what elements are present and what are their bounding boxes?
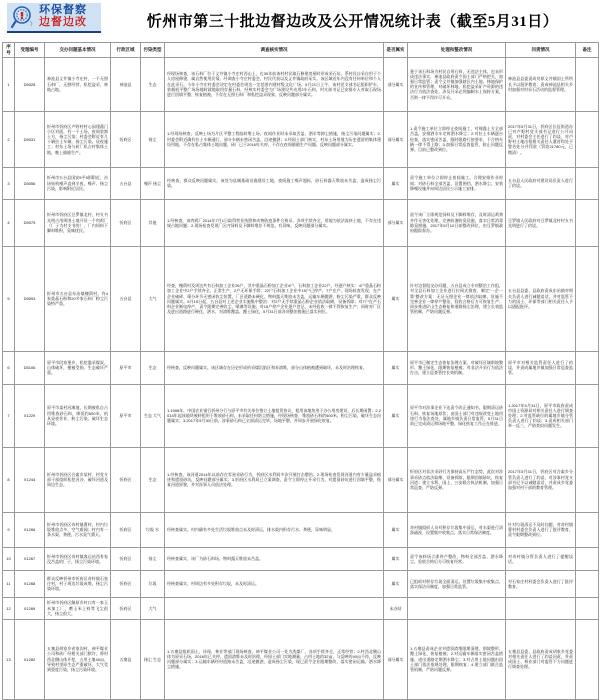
cell-region: 忻府区: [111, 570, 141, 597]
cell-accountability: 五台县县委、县政府责成东冶镇对相关负责人进行诫勉谈话，并对监管不力的国土、环保等部门相关责任人予以通报批评。: [506, 246, 576, 351]
cell-accountability: 神池县县委责成对原义井镇国土所所长予以批评教育；责成神池县相关乡村加强对村采石活动的监督管理。: [506, 57, 576, 111]
cell-accountability: 针对垃圾清运不及时问题，对奇村镇曹村村委会负责人进行了批评教育，责令限期整改到位。: [506, 512, 576, 547]
cell-verified: 部分属实: [384, 111, 408, 167]
cell-accountability: 原平市对相关监管责任人进行了约谈，并责成属地乡镇加强日常巡查监管。: [506, 351, 576, 384]
cell-verified: 属实: [384, 512, 408, 547]
cell-code: X1244: [15, 447, 45, 512]
cell-type: 垃圾 水: [141, 512, 165, 547]
cell-note: [576, 111, 599, 167]
cell-region: 忻府区: [111, 447, 141, 512]
cell-note: [576, 570, 599, 597]
cell-accountability: 2017年5月31日，忻府区对合索乡分管负责人进行了约谈，对涉事村党支部书记予以诫勉谈话，并责成乡党委加强对村干部的教育管理。: [506, 447, 576, 512]
cell-code: X1229: [15, 384, 45, 447]
cell-region: 五台县: [111, 246, 141, 351]
cell-problem: 忻州市忻府区合索乡某村，村党支部干部组织私挖河沙，破坏河道及周边生态。: [45, 447, 111, 512]
cell-investigation: 经核查属实，村周边有多处积存垃圾，未及时清运。: [165, 570, 384, 597]
header-row: [3, 43, 599, 58]
column-header-code: 受理编号: [15, 43, 45, 58]
column-header-region: 行政区域: [111, 43, 141, 58]
cell-investigation: 经核查属实。村内确有多处生活垃圾堆放点未及时清运，排水渠内积存污水、粪便，异味明显。: [165, 512, 384, 547]
cell-verified: 部分属实: [384, 199, 408, 246]
logo-line-2: 边督边改: [39, 16, 87, 28]
cell-note: [576, 57, 599, 111]
column-header-rectification: 处理和整改情况: [408, 43, 506, 58]
cell-type: 生态 大气: [141, 384, 165, 447]
table-row: [3, 597, 599, 619]
cell-region: 忻府区: [111, 512, 141, 547]
cell-region: 原平市: [111, 384, 141, 447]
cell-seq: 3: [3, 167, 15, 199]
cell-note: [576, 619, 599, 699]
cell-type: 垃圾: [141, 570, 165, 597]
cell-code: D5075: [15, 199, 45, 246]
cell-problem: 群众反映忻州市忻府区奇村镇石家庄村，村子周边垃圾成堆，扬尘污染环境。: [45, 570, 111, 597]
column-header-problem: 交办问题基本情况: [45, 43, 111, 58]
cell-problem: 神池县义井镇小寺庄村，一个无照石料厂，无照经营，私挖盗采，林地占地。: [45, 57, 111, 111]
cell-code: X1267: [15, 547, 45, 570]
table-row: [3, 111, 599, 167]
cell-region: 五台县: [111, 167, 141, 199]
cell-code: X1269: [15, 597, 45, 619]
statistics-table: [2, 42, 599, 700]
table-row: [3, 384, 599, 447]
cell-code: D5093: [15, 246, 45, 351]
column-header-accountability: 问责情况: [506, 43, 576, 58]
cell-seq: 10: [3, 547, 15, 570]
cell-region: 忻府区: [111, 199, 141, 246]
cell-verified: 属实: [384, 351, 408, 384]
cell-rectification: 1.五寨县责成企业对遗留渣堆限期清理，削坡整形、覆土绿化，恢复植被；2.对运输车辆落实密闭苫盖措施，进出道路定期洒水降尘；3.对占用土地问题由国土部门依法依规处理，限期恢复；4.建立部门联合监管机制，严防问题反弹。: [408, 619, 506, 699]
cell-region: 忻府区: [111, 597, 141, 619]
column-header-verified: 是否属实: [384, 43, 408, 58]
cell-verified: 属实: [384, 570, 408, 597]
cell-note: [576, 167, 599, 199]
cell-seq: 5: [3, 246, 15, 351]
table-row: [3, 570, 599, 597]
cell-rectification: 忻府区对非法采砂行为保持高压严打态势，此次对涉事采砂点依法取缔、设备拆除，限期回填砂坑、恢复河道；建立水利、国土、公安联合执法机制，加强日常巡查，严防反弹。: [408, 447, 506, 512]
logo-text: [39, 5, 87, 28]
logo-line-1: 环保督察: [39, 4, 87, 17]
cell-accountability: [506, 597, 576, 619]
cell-investigation: 经查，槐荫村及周边共有石料加工企业26户，其中重晶石粉加工企业4户、石料加工企业22户。经逐户核实：4户重晶石粉加工企业中2户手续齐全、正常生产，2户无环保手续；22户石料加工企业中15户已停产，7户在产。现场检查发现，在产企业破碎、筛分环节无密闭收尘装置，厂区道路未硬化，物料露天堆放未苫盖，运输车辆抛洒，粉尘污染严重，群众反映问题属实。5月15日起，五台县对上述企业实施集中整治：对2户无手续重晶石粉企业依法取缔，设备拆除；对7户在产石料企业断电停产，责令限期完善收尘、喷淋等设施；对15户停产企业逐户登记，未经验收一律不得恢复生产；同时对厂区及进出道路进行硬化、洒水，对渣堆覆盖、覆土绿化，5月31日前各项整治措施已落实到位。: [165, 246, 384, 351]
table-row: [3, 246, 599, 351]
cell-accountability: 1.2017年5月31日，原平市政府责成市国土资源局对相关责任人进行调查处理；2.对监管缺位的属地乡镇分管负责人进行了约谈；3.责成相关部门举一反三，严防类似问题发生。: [506, 384, 576, 447]
cell-accountability: 对奇村镇分管负责人进行了提醒谈话。: [506, 547, 576, 570]
cell-verified: 部分属实: [384, 57, 408, 111]
page-title: 忻州市第三十批边督边改及公开情况统计表（截至5月31日）: [146, 14, 559, 30]
cell-problem: 忻州市五台县国安5平5街附近，沙场钻机噪声直到半夜，噪声、扬尘污染，影响附近居民。: [45, 167, 111, 199]
cell-note: [576, 351, 599, 384]
cell-problem: 忻州市忻府区解原乡村口有一家玉米加工厂，磨玉米上料等飞尘很大，扬尘很大。: [45, 597, 111, 619]
cell-type: 生态: [141, 57, 165, 111]
cell-seq: 4: [3, 199, 15, 246]
cell-accountability: 五台县人民政府对建设局负责人进行了约谈。: [506, 167, 576, 199]
cell-type: 大气: [141, 597, 165, 619]
cell-rectification: 鉴于该石料场为村民自用石料，无违法主体，也未形成违法事实，神池县政府责令国土部门严格把关，加强日常监管；责令义井镇加强辖区内土地、林地保护的宣传和管理，对破坏林地、私挖盗采矿产资源的违法行为依法查处，涉及开采必须编制水土保持方案，否则一律不得许可开采。: [408, 57, 506, 111]
cell-problem: 忻州市忻府区豆罗镇北村，村支书光明占用周围土地开设一个肉鸡厂（厂子为村支书的），厂内饲料下脚料堆积，臭味扰民。: [45, 199, 111, 246]
cell-problem: 忻州市忻府区奇村镇客运站西有家没苫盖的厂子，扬尘污染环境。: [45, 547, 111, 570]
cell-problem: 五寨县胡家乡省家沟村，神平煤业公司和砖厂经相关部门默许，将村西北侧山体开挖，占用土地40亩，导致村里原生态严重破坏，大气受到重度污染，扬尘污染环境。: [45, 619, 111, 699]
magnifier-gear-icon: [10, 4, 36, 30]
cell-seq: 8: [3, 447, 15, 512]
cell-verified: 部分属实: [384, 447, 408, 512]
cell-investigation: 经核查属实，该厂为砂石料场，物料露天堆放未苫盖。: [165, 547, 384, 570]
cell-code: X1266: [15, 512, 45, 547]
cell-type: 生态: [141, 447, 165, 512]
cell-code: D5056: [15, 167, 45, 199]
cell-problem: 忻州市五台县东冶镇槐荫村，有4家重晶石粉和20多家石料厂粉尘污染特严重。: [45, 246, 111, 351]
cell-investigation: 1.1998年，中国农业银行忻州分行与原平市有关单位签订土地租赁协议，租用该地块用于办公用房建设，后长期闲置；2.2014年起该地块被转租用于堆放砂石料，未采取任何防尘措施，经现场核查，堆放砂石料约500米，粉尘污染、破坏生态问题属实；3.2017年5月30日前，涉事砂石料已全部清运完毕，场地平整，并同步开展绿化恢复。: [165, 384, 384, 447]
table-row: [3, 167, 599, 199]
cell-verified: 属实: [384, 384, 408, 447]
cell-note: [576, 512, 599, 547]
cell-rectification: 奇村镇组织人员对积存垃圾集中清运，对水渠进行清淤疏浚，设置集中收集点，落实日常保洁制度。: [408, 512, 506, 547]
cell-seq: 7: [3, 384, 15, 447]
table-row: [3, 199, 599, 246]
cell-code: D5106: [15, 351, 45, 384]
cell-problem: 忻州市忻府区奇村镇曹村，村内垃圾堆放点多，空气难闻；村内有一条水渠，粪便、污水臭气熏天。: [45, 512, 111, 547]
page-header: [0, 0, 600, 42]
cell-rectification: 针对边督组交办问题，五台县成立专项整治工作组，对全县石料加工企业进行拉网式排查，制定“一企一策”整改方案：无证无照企业一律依法取缔，设施不完善企业一律停产整治，验收合格后方可恢复生产；同步推进矿山生态修复和道路扬尘治理，建立长效监管机制，严防问题反弹。: [408, 246, 506, 351]
cell-type: 噪声 扬尘: [141, 167, 165, 199]
cell-note: [576, 199, 599, 246]
cell-investigation: 经现场核查，该石料厂位于义井镇小寺庄村西山上，在30年前该村村民取石修建房屋时形成采石坑，系村民自采自用于个人房屋修建，属自然使用民情。经调查小寺庄村委会、村民代表以及义井镇政府证实，该区域近年内没有任何单位和个人在此采石。今年小寺庄村委会决定在村委会周边一定范围内建村级文化广场，5月21日上午，该村党支部书记组织铲车、装载机平整广场场地时就地取用存量石料，经核实村委会为广场建设共动用2车石料，村支部书记已安排专人对取石现场进行回填平整、恢复植被，不存在无照石料厂和私挖盗采现象，反映问题部分属实。: [165, 57, 384, 111]
cell-seq: 1: [3, 57, 15, 111]
table-body: [3, 57, 599, 699]
cell-note: [576, 246, 599, 351]
cell-problem: 原平市段家堡乡，私挖滥采煤炭，山体破坏，植被受损，生态破坏严重。: [45, 351, 111, 384]
cell-seq: 6: [3, 351, 15, 384]
cell-region: 忻府区: [111, 547, 141, 570]
cell-code: X1268: [15, 570, 45, 597]
table-row: [3, 351, 599, 384]
cell-seq: 12: [3, 597, 15, 619]
cell-investigation: 经核查，群众反映问题属实。该处为县城基础设施建设工地，夜间施工噪声超标，砂石料露天堆放未苫盖，造成扬尘污染。: [165, 167, 384, 199]
table-row: [3, 619, 599, 699]
cell-rectification: 责令该厂立即规范饲料及下脚料堆存，及时清运鸡粪并作无害化处理，完善防渗防臭设施，落实日常消毒除臭措施，2017年6月10日前整改到位，由豆罗镇政府跟踪督办。: [408, 199, 506, 246]
cell-seq: 2: [3, 111, 15, 167]
cell-rectification: [408, 597, 506, 619]
cell-investigation: 1.经核查，该河道2014年以前存在零星采砂行为，忻府区水利局多次开展打击整治；2.现场检查发现河道内有少量盗采痕迹和遗留砂坑，反映问题部分属实；3.忻府区水利局已立案调查，责令立即停止开采行为，对遗留砂坑进行回填平整，恢复河道原貌，并对涉事人员依法处理。: [165, 447, 384, 512]
cell-rectification: 1.责令施工单位立即停止夜间施工，对裸露土方全部苫盖，安排洒水车定时洒水降尘；2.对拉土车辆逐台检查，落实密闭苫盖、限时限路行驶要求，不合格车辆一律不得上路；3.加强日常巡查监管，防止问题反弹。目前已整改到位。: [408, 111, 506, 167]
cell-type: 其他: [141, 199, 165, 246]
cell-verified: 属实: [384, 547, 408, 570]
cell-investigation: 1.经现场核查，反映土场为片区平整工程临时堆土场，夜间作业时未采取苫盖、洒水等抑尘措施，扬尘污染问题属实；2.村委会附近确有拉土车辆通行，部分车辆未密闭苫盖，沿途抛洒；3.经国土部门核实，村东土场用地为历史遗留的集体建设用地，不存在私占集体土地问题，砖厂已于2016年关停，不存在夜间偷偷生产问题。反映问题部分属实。: [165, 111, 384, 167]
table-row: [3, 57, 599, 111]
cell-verified: 属实: [384, 167, 408, 199]
cell-rectification: 责令该料场立即停产整改，物料全部苫盖、洒水降尘，验收合格后方可恢复经营。: [408, 547, 506, 570]
table-row: [3, 547, 599, 570]
cell-region: 原平市: [111, 351, 141, 384]
cell-investigation: 经核查，反映问题属实。该区域存在历史形成的采煤沉陷区和弃渣堆，部分山体植被遭到破坏，未及时治理恢复。: [165, 351, 384, 384]
table-row: [3, 447, 599, 512]
cell-note: [576, 547, 599, 570]
cell-problem: 原平市某村河滩地，长期被私自占用堆放砂石料，绵延约500米，机具昼夜作业，粉尘污染，破坏生态环境。: [45, 384, 111, 447]
cell-verified: 未办结: [384, 597, 408, 619]
cell-rectification: 原平市已制定生态恢复治理方案，对破坏区域削坡整形、覆土绿化，限期恢复植被；对非法开采行为依法打击，建立巡查管控长效机制。: [408, 351, 506, 384]
cell-accountability: 2017年5月31日，忻府区长征街道办已对卢野村党支部书记进行公开问责，对村委会主任进行了约谈，对卢野村土地出租相关责任人董晋科处予警告处分并罚款（罚款21780元，已缴清）。: [506, 111, 576, 167]
cell-problem: 忻州市忻府区卢野村村心园建蔬门小区对面，有一个土场，夜间装卸土方，扬尘污染；村委会附近有几十辆拉土车辆，扬尘污染，昼夜施工；村东土场与砖厂私占村集体土地，晚上偷偷生产。: [45, 111, 111, 167]
cell-type: 扬尘: [141, 547, 165, 570]
cell-region: 神池县: [111, 57, 141, 111]
cell-accountability: 五寨县县委、县政府责成胡家乡党委对相关责任人进行了约谈问责，并责成国土、林业部门对监管不力问题进行调查处理。: [506, 619, 576, 699]
column-header-seq: 序号: [3, 43, 15, 58]
table-row: [3, 512, 599, 547]
cell-rectification: 已组织对积存垃圾全面清运，设置垃圾集中收集点，落实保洁员制度，加强日常监管。: [408, 570, 506, 597]
cell-type: 生态: [141, 351, 165, 384]
cell-seq: 11: [3, 570, 15, 597]
cell-code: X1282: [15, 619, 45, 699]
cell-code: D5031: [15, 111, 45, 167]
cell-type: 扬尘 生态: [141, 619, 165, 699]
cell-verified: 部分属实: [384, 619, 408, 699]
column-header-type: 污染类型: [141, 43, 165, 58]
cell-rectification: 责令施工单位立即停止夜间施工，合理安排作业时间；对砂石料全部苫盖，设置围挡，洒水降尘；安装降噪设施并向周边居民公示施工安排。: [408, 167, 506, 199]
cell-investigation: 1.经核查，该肉鸡厂2014年7月1日取得营业执照和动物防疫条件合格证，各项手续齐全，用地为依法流转土地，不存在违规占地问题；2.现场检查发现厂区内饲料及下脚料堆存不规范、有异味，反映问题部分属实。: [165, 199, 384, 246]
cell-seq: 13: [3, 619, 15, 699]
cell-code: D5028: [15, 57, 45, 111]
cell-region: 忻府区: [111, 111, 141, 167]
cell-note: [576, 447, 599, 512]
cell-accountability: 豆罗镇人民政府对豆罗镇北村村支书光明进行了约谈。: [506, 199, 576, 246]
cell-rectification: 原平市对涉事企业下达责令改正通知书，限期清运砂石料、恢复场地原状；由国土部门对违规改变土地用途行为依法查处，属地乡镇负责日常监管，5月31日前已完成清运和场地平整，绿化恢复工作正在推进。: [408, 384, 506, 447]
cell-investigation: [165, 597, 384, 619]
cell-note: [576, 597, 599, 619]
column-header-investigation: 调查核实情况: [165, 43, 384, 58]
cell-seq: 9: [3, 512, 15, 547]
cell-note: [576, 384, 599, 447]
cell-type: 扬尘: [141, 111, 165, 167]
cell-verified: 属实: [384, 246, 408, 351]
cell-region: 五寨县: [111, 619, 141, 699]
cell-accountability: 对石家庄村村委会负责人进行了批评教育。: [506, 570, 576, 597]
inspection-logo: [7, 3, 101, 33]
cell-type: 大气: [141, 246, 165, 351]
cell-investigation: 1.五寨县组织国土、环保、林业等部门现场核查，神平煤业公司一处为洗煤厂，各项手续齐全，正常经营；2.村西北侧山体为原采石场，2016年已关停，遗留渣堆未及时治理，经国土部门实地测量，占用土地约32亩，与反映的40亩不符，反映问题部分属实；3.运输车辆经村道路未苫盖，沿途抛洒，造成扬尘污染，现已责令企业限期整改，落实密闭运输、洒水降尘措施。: [165, 619, 384, 699]
column-header-note: 备注: [576, 43, 599, 58]
